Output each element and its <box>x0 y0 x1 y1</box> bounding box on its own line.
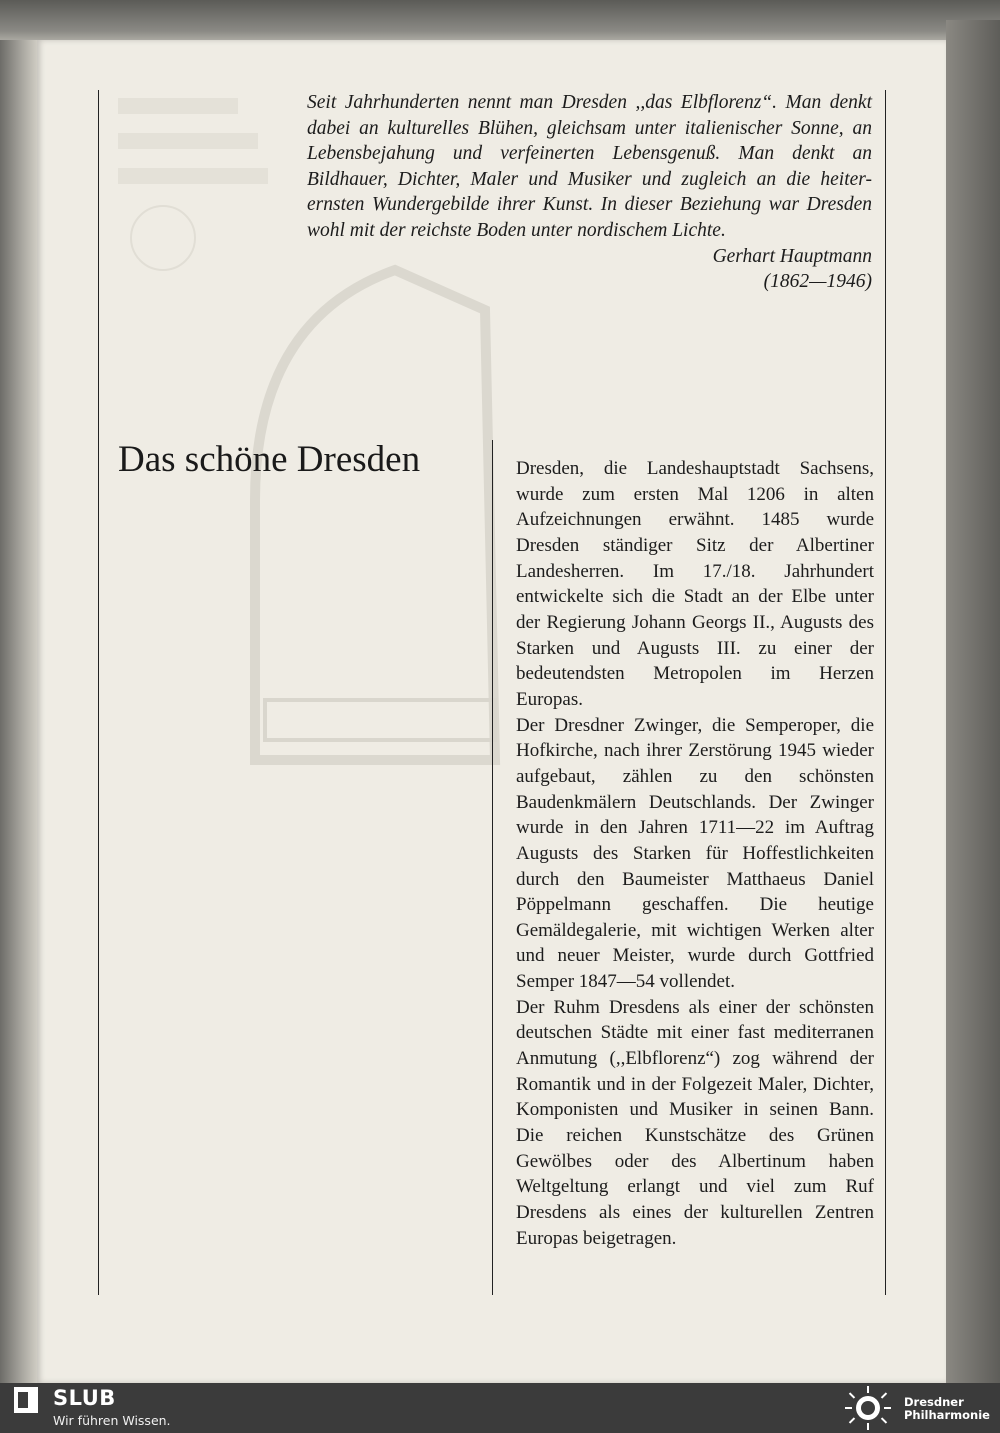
epigraph-quote <box>307 90 872 295</box>
scan-top-edge <box>0 0 1000 44</box>
article-heading: Das schöne Dresden <box>118 439 421 480</box>
right-column-rule <box>885 90 886 1295</box>
philharmonie-logo-icon[interactable] <box>843 1386 893 1430</box>
philharmonie-line-1: Dresdner <box>904 1395 964 1409</box>
article-paragraph: Dresden, die Landeshauptstadt Sachsens, wurde zum ersten Mal 1206 in alten Aufzeichnungen erwähnt. 1485 wurde Dresden ständiger Sitz der Albertiner Landesherren. Im 17./18. Jahrhundert entwickelte sich die Stadt an der Elbe unter der Regierung Johann Georgs II., Augusts des Starken und Augusts III. zu einer der bedeutendsten Metropolen im Herzen Europas. <box>516 458 874 710</box>
left-column-rule <box>98 90 99 1295</box>
philharmonie-logo-text[interactable] <box>904 1396 990 1422</box>
scan-right-edge <box>946 20 1000 1383</box>
slub-logo-icon[interactable] <box>14 1387 38 1413</box>
book-spine <box>0 40 37 1383</box>
article-paragraph: Der Ruhm Dresdens als einer der schönsten deutschen Städte mit einer fast mediterranen Anmutung (,,Elbflorenz“) zog während der Romantik und in der Folgezeit Maler, Dichter, Komponisten und Musiker in seinen Bann. Die reichen Kunstschätze des Grünen Gewölbes oder des Albertinum haben Weltgeltung erlangt und viel zum Ruf Dresdens als eines der kulturellen Zentren Europas beigetragen. <box>516 996 874 1249</box>
quote-author-years: (1862—1946) <box>763 271 872 293</box>
slub-motto: Wir führen Wissen. <box>53 1413 171 1428</box>
article-paragraph: Der Dresdner Zwinger, die Semperoper, die Hofkirche, nach ihrer Zerstörung 1945 wieder aufgebaut, zählen zu den schönsten Baudenkmälern Deutschlands. Der Zwinger wurde in den Jahren 1711—22 im Auftrag Augusts des Starken für Hoffestlichkeiten durch den Baumeister Matthaeus Daniel Pöppelmann geschaffen. Die heutige Gemäldegalerie, mit wichtigen Werken alter und neuer Meister, wurde durch Gottfried Semper 1847—54 vollendet. <box>516 714 874 993</box>
slub-logo-text[interactable]: SLUB <box>53 1386 116 1410</box>
article-body <box>516 456 874 1251</box>
philharmonie-line-2: Philharmonie <box>904 1408 990 1422</box>
quote-text: Seit Jahrhunderten nennt man Dresden ,,das Elbflorenz“. Man denkt dabei an kulturelles Blühen, gleichsam unter italienischer Sonne, an Lebensbejahung und verfeinerten Lebensgenuß. Man denkt an Bildhauer, Dichter, Maler und Musiker und zugleich an die heiter-ernsten Wundergebilde ihrer Kunst. In dieser Beziehung war Dresden wohl mit der reichste Boden unter nordischem Lichte. <box>307 92 872 241</box>
show-through-piano-illustration <box>235 240 525 770</box>
quote-author: Gerhart Hauptmann <box>712 245 872 267</box>
center-column-rule <box>492 440 493 1295</box>
